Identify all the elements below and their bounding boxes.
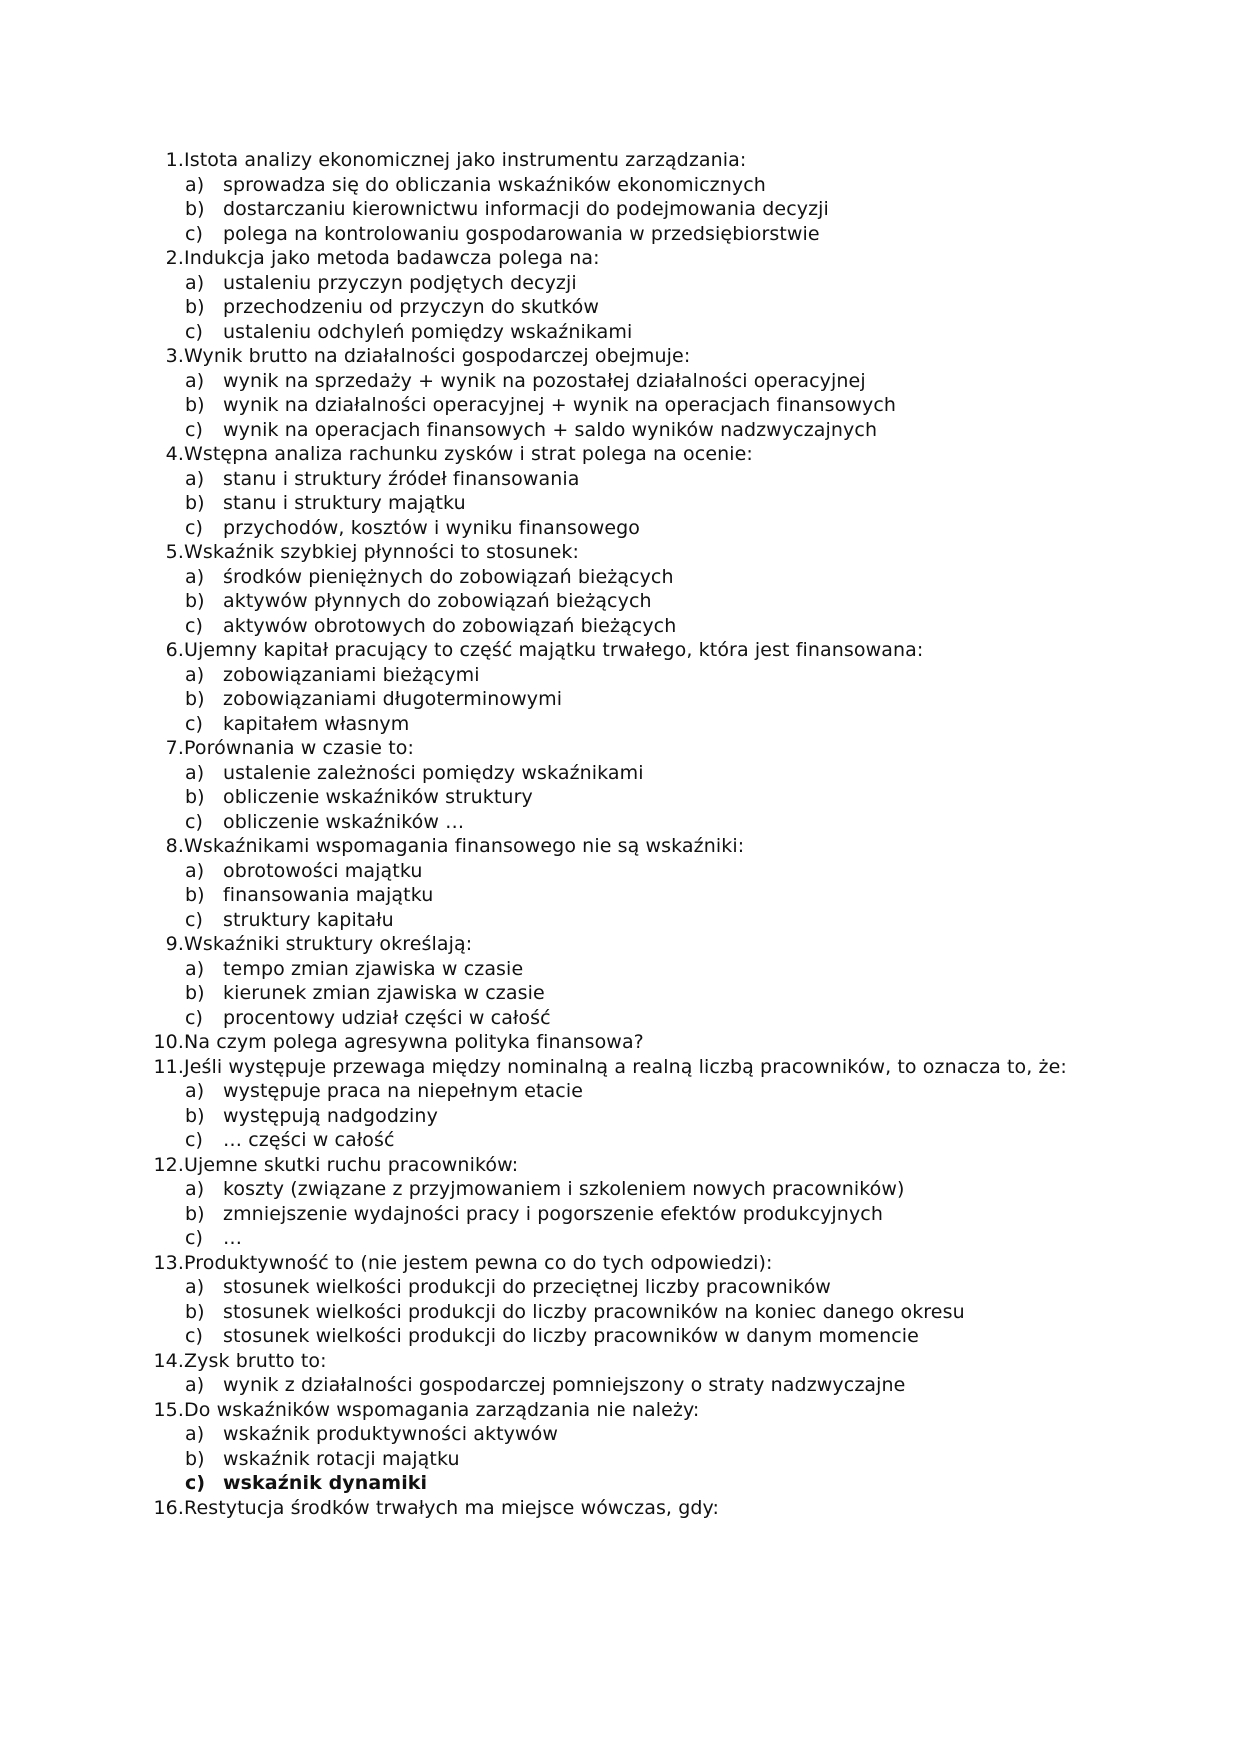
question-number: 6. — [165, 639, 184, 661]
question-number: 13. — [153, 1251, 184, 1274]
option-text: obliczenie wskaźników … — [223, 810, 465, 833]
question-item — [148, 736, 1108, 834]
option-text: ustalenie zależności pomiędzy wskaźnikami — [223, 761, 644, 784]
answer-option — [148, 957, 1108, 982]
option-letter: a) — [185, 1080, 205, 1102]
question-number: 9. — [165, 933, 184, 955]
option-letter: b) — [185, 1300, 205, 1323]
option-text: procentowy udział części w całość — [223, 1006, 551, 1029]
option-text: stosunek wielkości produkcji do liczby pracowników na koniec danego okresu — [223, 1300, 965, 1323]
question-item — [148, 1055, 1108, 1153]
answer-option — [148, 712, 1108, 737]
answer-option — [148, 1324, 1108, 1349]
option-text: wskaźnik dynamiki — [223, 1472, 428, 1494]
option-letter: b) — [185, 688, 205, 710]
answer-option — [148, 1300, 1108, 1325]
option-letter: c) — [185, 222, 204, 245]
question-item — [148, 834, 1108, 932]
question-text: Indukcja jako metoda badawcza polega na: — [184, 247, 600, 269]
question-item — [148, 1349, 1108, 1398]
question-item — [148, 148, 1108, 246]
option-letter: a) — [185, 1178, 205, 1200]
answer-option — [148, 1471, 1108, 1496]
answer-options — [148, 957, 1108, 1031]
answer-option — [148, 1177, 1108, 1202]
option-text: finansowania majątku — [223, 884, 434, 906]
option-letter: c) — [185, 320, 204, 343]
option-text: struktury kapitału — [223, 908, 394, 931]
answer-options — [148, 1275, 1108, 1349]
answer-options — [148, 761, 1108, 835]
option-text: aktywów płynnych do zobowiązań bieżących — [223, 590, 652, 612]
option-text: obliczenie wskaźników struktury — [223, 786, 533, 808]
option-text: wynik na operacjach finansowych + saldo wyników nadzwyczajnych — [223, 418, 878, 441]
option-text: koszty (związane z przyjmowaniem i szkoleniem nowych pracowników) — [223, 1178, 905, 1200]
question-item — [148, 1398, 1108, 1496]
answer-option — [148, 1006, 1108, 1031]
question-header — [148, 540, 1108, 565]
answer-options — [148, 173, 1108, 247]
option-text: tempo zmian zjawiska w czasie — [223, 957, 524, 980]
answer-option — [148, 981, 1108, 1006]
question-number: 4. — [165, 443, 184, 465]
question-item — [148, 1496, 1108, 1521]
question-item — [148, 1153, 1108, 1251]
option-letter: b) — [185, 296, 205, 318]
option-text: występują nadgodziny — [223, 1104, 438, 1127]
question-header — [148, 736, 1108, 761]
question-number: 3. — [165, 345, 184, 367]
question-text: Ujemne skutki ruchu pracowników: — [184, 1153, 519, 1176]
answer-option — [148, 810, 1108, 835]
option-text: występuje praca na niepełnym etacie — [223, 1080, 583, 1102]
question-item — [148, 638, 1108, 736]
option-letter: b) — [185, 394, 205, 416]
option-letter: b) — [185, 198, 205, 220]
answer-option — [148, 418, 1108, 443]
question-number: 10. — [153, 1031, 184, 1053]
answer-option — [148, 908, 1108, 933]
question-number: 16. — [153, 1496, 184, 1519]
answer-option — [148, 589, 1108, 614]
question-header — [148, 246, 1108, 271]
option-letter: c) — [185, 810, 204, 833]
answer-option — [148, 369, 1108, 394]
option-letter: a) — [185, 565, 205, 588]
answer-option — [148, 197, 1108, 222]
answer-option — [148, 1226, 1108, 1251]
answer-options — [148, 859, 1108, 933]
option-text: stanu i struktury źródeł finansowania — [223, 467, 580, 490]
question-text: Na czym polega agresywna polityka finansowa? — [184, 1031, 644, 1053]
question-text: Wynik brutto na działalności gospodarczej obejmuje: — [184, 345, 691, 367]
question-item — [148, 932, 1108, 1030]
question-item — [148, 1030, 1108, 1055]
question-item — [148, 1251, 1108, 1349]
answer-options — [148, 1422, 1108, 1496]
option-text: zobowiązaniami bieżącymi — [223, 663, 480, 686]
answer-option — [148, 295, 1108, 320]
question-number: 12. — [153, 1153, 184, 1176]
option-letter: a) — [185, 663, 205, 686]
question-text: Wstępna analiza rachunku zysków i strat polega na ocenie: — [184, 443, 753, 465]
option-letter: a) — [185, 1374, 205, 1396]
option-text: wynik na działalności operacyjnej + wynik na operacjach finansowych — [223, 394, 897, 416]
option-letter: a) — [185, 369, 205, 392]
question-header — [148, 1055, 1108, 1080]
option-text: wskaźnik produktywności aktywów — [223, 1423, 558, 1445]
option-text: środków pieniężnych do zobowiązań bieżących — [223, 565, 674, 588]
option-letter: a) — [185, 761, 205, 784]
option-letter: c) — [185, 712, 204, 735]
option-letter: c) — [185, 1129, 204, 1151]
option-letter: a) — [185, 271, 205, 294]
question-list — [148, 148, 1108, 1520]
option-text: wskaźnik rotacji majątku — [223, 1447, 460, 1470]
question-number: 5. — [165, 541, 184, 563]
option-letter: c) — [185, 614, 204, 637]
option-text: sprowadza się do obliczania wskaźników ekonomicznych — [223, 173, 766, 196]
question-number: 7. — [165, 737, 184, 759]
option-text: … — [223, 1227, 243, 1249]
question-text: Zysk brutto to: — [184, 1349, 327, 1372]
question-header — [148, 1251, 1108, 1276]
question-header — [148, 148, 1108, 173]
option-letter: c) — [185, 908, 204, 931]
option-letter: a) — [185, 173, 205, 196]
question-number: 15. — [153, 1398, 184, 1421]
answer-option — [148, 1079, 1108, 1104]
question-text: Restytucja środków trwałych ma miejsce wówczas, gdy: — [184, 1496, 720, 1519]
answer-option — [148, 1373, 1108, 1398]
question-header — [148, 1398, 1108, 1423]
question-header — [148, 834, 1108, 859]
answer-option — [148, 565, 1108, 590]
question-number: 1. — [165, 149, 184, 171]
option-text: … części w całość — [223, 1129, 395, 1151]
answer-option — [148, 785, 1108, 810]
question-header — [148, 638, 1108, 663]
option-letter: c) — [185, 1227, 204, 1249]
question-text: Ujemny kapitał pracujący to część majątku trwałego, która jest finansowana: — [184, 639, 924, 661]
option-text: zmniejszenie wydajności pracy i pogorszenie efektów produkcyjnych — [223, 1202, 883, 1225]
option-text: ustaleniu odchyleń pomiędzy wskaźnikami — [223, 320, 633, 343]
option-text: ustaleniu przyczyn podjętych decyzji — [223, 271, 577, 294]
option-letter: c) — [185, 1325, 204, 1347]
answer-option — [148, 1447, 1108, 1472]
question-number: 11. — [153, 1055, 184, 1078]
option-letter: b) — [185, 884, 205, 906]
question-text: Wskaźnikami wspomagania finansowego nie są wskaźniki: — [184, 835, 745, 857]
answer-options — [148, 1177, 1108, 1251]
option-text: polega na kontrolowaniu gospodarowania w przedsiębiorstwie — [223, 222, 820, 245]
question-item — [148, 344, 1108, 442]
answer-options — [148, 565, 1108, 639]
answer-option — [148, 663, 1108, 688]
question-text: Do wskaźników wspomagania zarządzania nie należy: — [184, 1398, 700, 1421]
question-number: 8. — [165, 835, 184, 857]
option-letter: a) — [185, 957, 205, 980]
answer-option — [148, 222, 1108, 247]
option-letter: c) — [185, 516, 204, 539]
option-text: stosunek wielkości produkcji do przeciętnej liczby pracowników — [223, 1276, 831, 1298]
question-text: Istota analizy ekonomicznej jako instrumentu zarządzania: — [184, 149, 747, 171]
option-text: kierunek zmian zjawiska w czasie — [223, 982, 545, 1004]
option-text: przychodów, kosztów i wyniku finansowego — [223, 516, 641, 539]
option-text: stosunek wielkości produkcji do liczby pracowników w danym momencie — [223, 1325, 919, 1347]
question-item — [148, 442, 1108, 540]
answer-option — [148, 271, 1108, 296]
question-header — [148, 1030, 1108, 1055]
option-letter: a) — [185, 1276, 205, 1298]
answer-option — [148, 614, 1108, 639]
option-text: zobowiązaniami długoterminowymi — [223, 688, 563, 710]
answer-option — [148, 320, 1108, 345]
answer-option — [148, 393, 1108, 418]
option-text: kapitałem własnym — [223, 712, 410, 735]
answer-option — [148, 516, 1108, 541]
question-number: 2. — [165, 247, 184, 269]
option-text: wynik z działalności gospodarczej pomniejszony o straty nadzwyczajne — [223, 1374, 906, 1396]
answer-option — [148, 1275, 1108, 1300]
question-header — [148, 442, 1108, 467]
answer-option — [148, 883, 1108, 908]
question-text: Porównania w czasie to: — [184, 737, 414, 759]
answer-options — [148, 369, 1108, 443]
option-text: wynik na sprzedaży + wynik na pozostałej działalności operacyjnej — [223, 369, 866, 392]
option-letter: a) — [185, 859, 205, 882]
option-letter: a) — [185, 1423, 205, 1445]
option-letter: b) — [185, 1447, 205, 1470]
question-number: 14. — [153, 1349, 184, 1372]
option-text: przechodzeniu od przyczyn do skutków — [223, 296, 599, 318]
answer-option — [148, 859, 1108, 884]
option-letter: c) — [185, 418, 204, 441]
option-letter: b) — [185, 1104, 205, 1127]
option-letter: c) — [185, 1006, 204, 1029]
option-letter: a) — [185, 467, 205, 490]
question-header — [148, 1349, 1108, 1374]
answer-option — [148, 1202, 1108, 1227]
answer-options — [148, 467, 1108, 541]
question-item — [148, 246, 1108, 344]
option-text: obrotowości majątku — [223, 859, 423, 882]
option-letter: b) — [185, 1202, 205, 1225]
answer-option — [148, 687, 1108, 712]
question-header — [148, 932, 1108, 957]
answer-option — [148, 491, 1108, 516]
answer-option — [148, 173, 1108, 198]
option-text: aktywów obrotowych do zobowiązań bieżących — [223, 614, 677, 637]
option-letter: b) — [185, 786, 205, 808]
answer-option — [148, 1104, 1108, 1129]
answer-option — [148, 467, 1108, 492]
question-text: Jeśli występuje przewaga między nominalną a realną liczbą pracowników, to oznacza to, że: — [184, 1055, 1067, 1078]
question-header — [148, 1153, 1108, 1178]
answer-option — [148, 1128, 1108, 1153]
option-letter: b) — [185, 982, 205, 1004]
answer-options — [148, 1079, 1108, 1153]
question-header — [148, 1496, 1108, 1521]
answer-options — [148, 271, 1108, 345]
answer-options — [148, 1373, 1108, 1398]
question-text: Wskaźnik szybkiej płynności to stosunek: — [184, 541, 580, 563]
question-header — [148, 344, 1108, 369]
answer-option — [148, 1422, 1108, 1447]
option-letter: b) — [185, 590, 205, 612]
option-letter: b) — [185, 492, 205, 514]
option-letter: c) — [185, 1472, 206, 1494]
option-text: stanu i struktury majątku — [223, 492, 466, 514]
question-item — [148, 540, 1108, 638]
question-text: Wskaźniki struktury określają: — [184, 933, 473, 955]
answer-option — [148, 761, 1108, 786]
option-text: dostarczaniu kierownictwu informacji do podejmowania decyzji — [223, 198, 829, 220]
answer-options — [148, 663, 1108, 737]
question-text: Produktywność to (nie jestem pewna co do tych odpowiedzi): — [184, 1251, 773, 1274]
